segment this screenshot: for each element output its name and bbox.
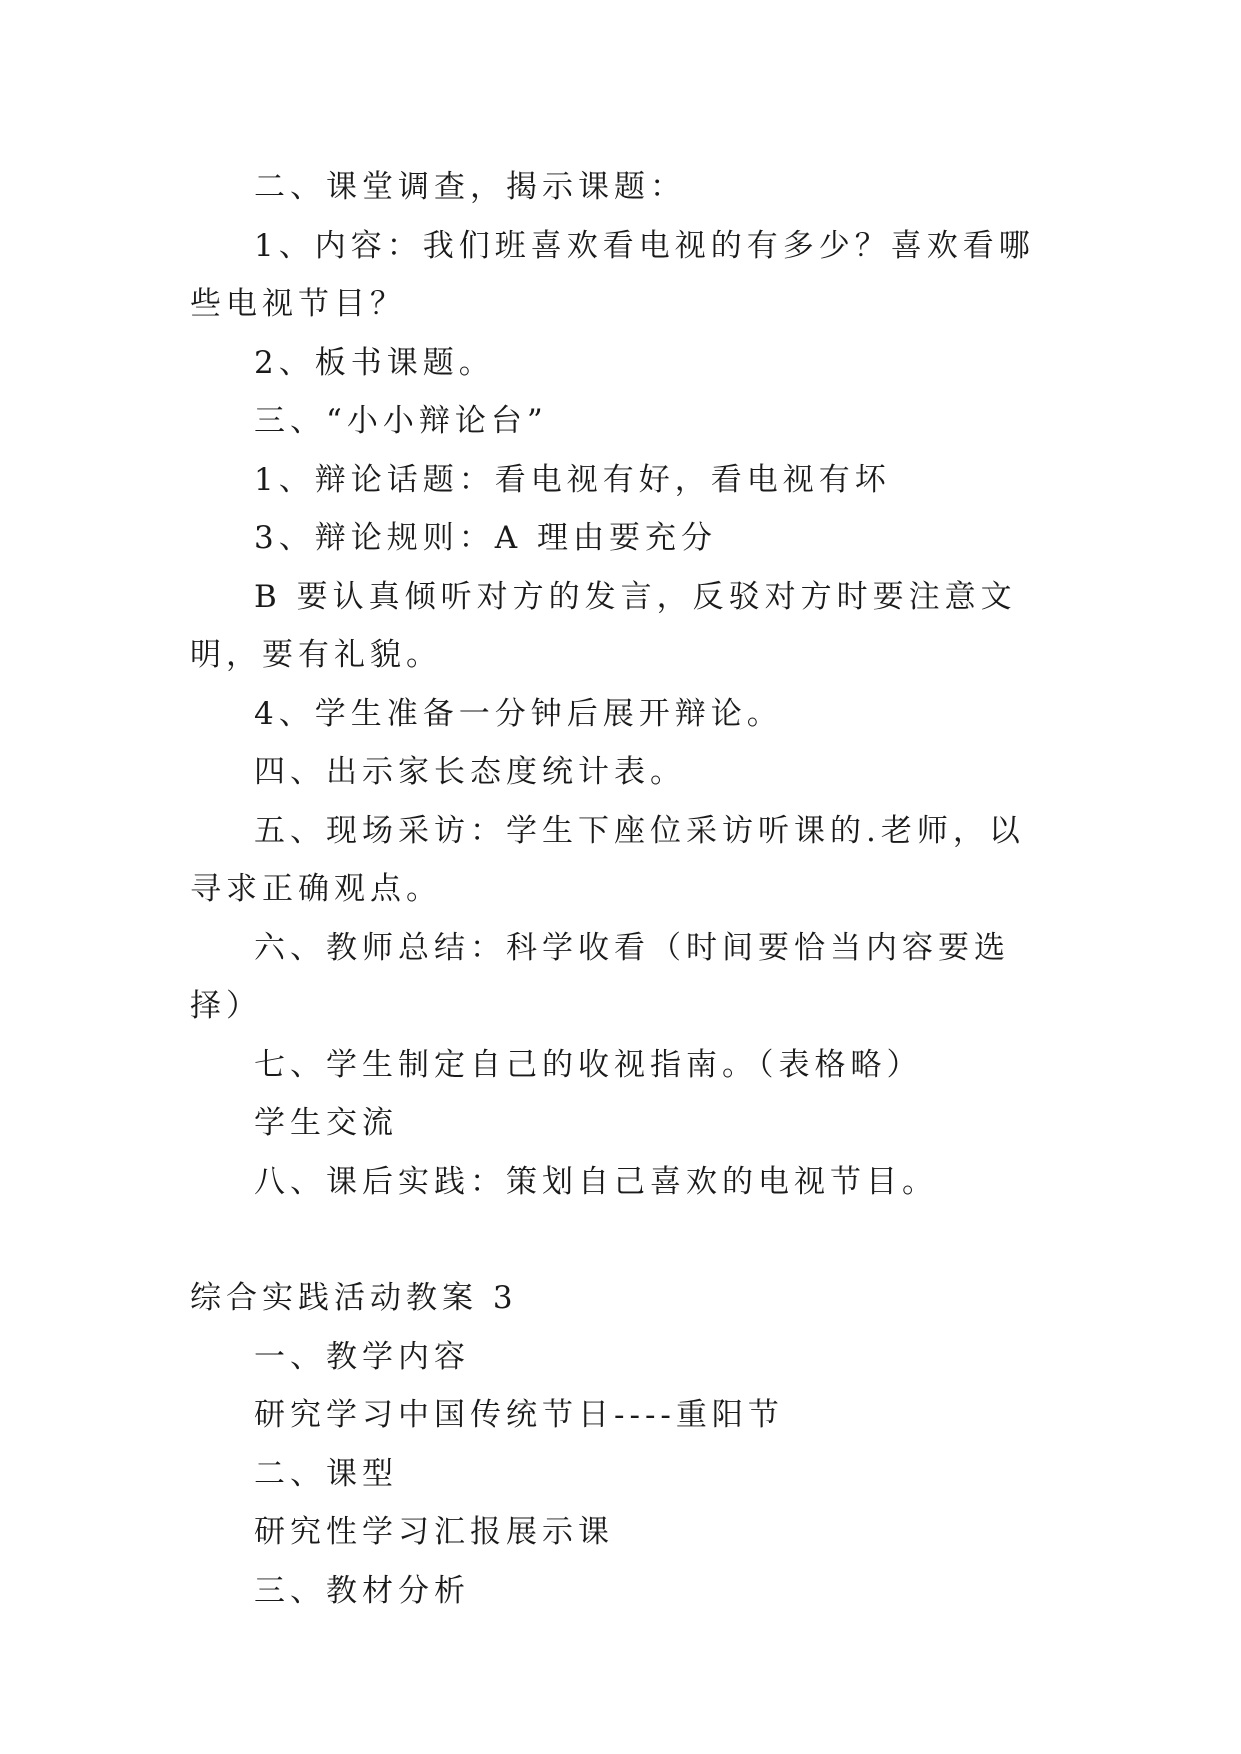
paragraph: 学生交流 [254, 1105, 398, 1141]
paragraph: 二、课堂调查，揭示课题： [254, 169, 686, 205]
paragraph: 三、“小小辩论台” [254, 403, 548, 439]
section-spacer [190, 1211, 1050, 1269]
paragraph: 1、内容：我们班喜欢看电视的有多少？喜欢看哪些电视节目？ [190, 227, 1035, 322]
section-paragraph: 研究性学习汇报展示课 [254, 1514, 614, 1550]
paragraph: 五、现场采访：学生下座位采访听课的.老师，以寻求正确观点。 [190, 812, 1025, 907]
paragraph: 4、学生准备一分钟后展开辩论。 [254, 695, 783, 732]
paragraph: 六、教师总结：科学收看（时间要恰当内容要选择） [190, 929, 1010, 1024]
section-paragraph: 二、课型 [254, 1455, 398, 1492]
section-paragraph: 一、教学内容 [254, 1338, 470, 1375]
paragraph: 1、辩论话题：看电视有好，看电视有坏 [254, 461, 891, 498]
paragraph: 七、学生制定自己的收视指南。（表格略） [254, 1046, 923, 1083]
paragraph: 八、课后实践：策划自己喜欢的电视节目。 [254, 1163, 938, 1200]
section-paragraph: 研究学习中国传统节日----重阳节 [254, 1397, 784, 1433]
section-title: 综合实践活动教案 3 [190, 1280, 518, 1316]
document-body [190, 158, 1050, 1620]
paragraph: B 要认真倾听对方的发言，反驳对方时要注意文明，要有礼貌。 [190, 578, 1017, 673]
section-paragraph: 三、教材分析 [254, 1572, 470, 1609]
paragraph: 四、出示家长态度统计表。 [254, 754, 686, 790]
paragraph: 2、板书课题。 [254, 344, 495, 381]
paragraph: 3、辩论规则：A 理由要充分 [254, 520, 717, 556]
